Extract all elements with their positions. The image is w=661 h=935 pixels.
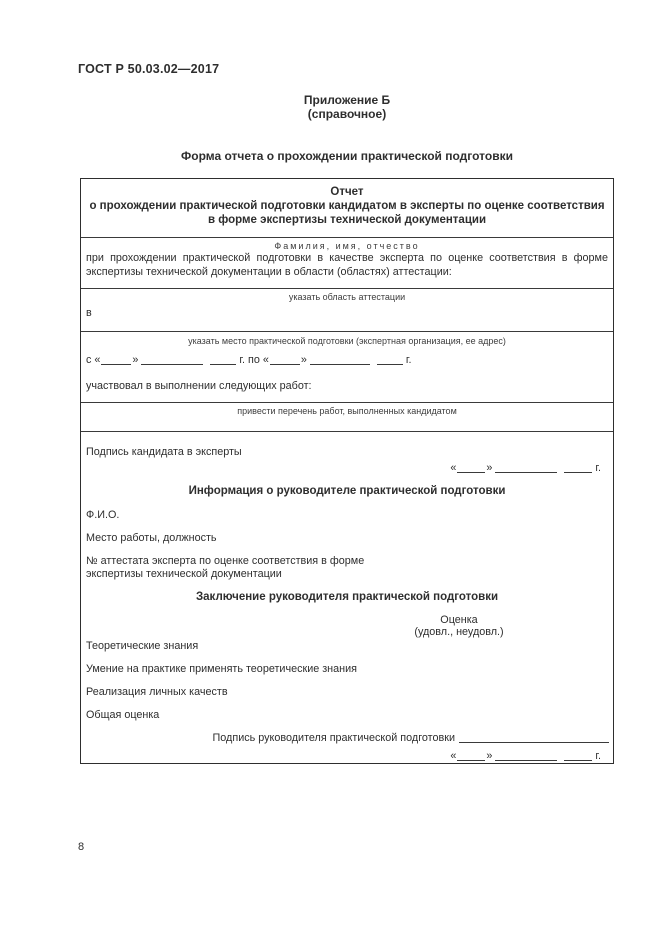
certificate-label: № аттестата эксперта по оценке соответствия в форме экспертизы технической документации: [86, 555, 365, 580]
report-title: [81, 179, 613, 227]
criterion-overall: Общая оценка: [86, 709, 160, 721]
signature-blank: [459, 733, 609, 743]
annex-label: Приложение Б: [303, 93, 391, 107]
page-number: 8: [78, 841, 85, 853]
form-title: Форма отчета о прохождении практической подготовки: [181, 149, 513, 163]
year-blank: [377, 355, 403, 365]
grade-column-header: Оценка (удовл., неудовл.): [414, 614, 504, 638]
criterion-theory: Теоретические знания: [86, 640, 199, 652]
supervisor-signature-label: Подпись руководителя практической подготовки: [212, 732, 455, 744]
month-blank: [495, 751, 557, 761]
place-fill-line: [81, 331, 613, 332]
criterion-practice: Умение на практике применять теоретические знания: [86, 663, 357, 675]
works-fill-line-2: [81, 431, 613, 432]
report-form: [80, 178, 614, 764]
date-range-from: с «: [86, 354, 101, 366]
area-fill-line: [81, 288, 613, 289]
report-title-line3: в форме экспертизы технической документации: [207, 214, 487, 226]
candidate-signature-label: Подпись кандидата в эксперты: [86, 446, 242, 458]
name-fill-line: [81, 237, 613, 238]
fio-label: Ф.И.О.: [86, 509, 120, 521]
year-blank: [564, 463, 592, 473]
year-blank: [210, 355, 236, 365]
supervisor-info-title: Информация о руководителе практической подготовки: [188, 485, 506, 497]
in-label: в: [86, 307, 92, 319]
intro-paragraph: при прохождении практической подготовки в качестве эксперта по оценке соответствия в форме экспертизы технической документации в области (областях) аттестации:: [86, 252, 608, 278]
conclusion-title: Заключение руководителя практической подготовки: [195, 591, 499, 603]
name-hint: Фамилия, имя, отчество: [274, 241, 420, 251]
criterion-personal: Реализация личных качеств: [86, 686, 228, 698]
doc-code: ГОСТ Р 50.03.02—2017: [78, 62, 220, 76]
date-range-line: с « » г. по « » г.: [86, 354, 412, 366]
works-fill-line-1: [81, 402, 613, 403]
day-blank: [101, 355, 131, 365]
month-blank: [310, 355, 370, 365]
day-blank: [457, 463, 485, 473]
month-blank: [141, 355, 203, 365]
candidate-date-line: « » г.: [450, 462, 601, 474]
supervisor-date-line: « » г.: [450, 750, 601, 762]
area-hint: указать область аттестации: [288, 292, 406, 302]
works-label: участвовал в выполнении следующих работ:: [86, 380, 312, 392]
date-range-to: г. по «: [239, 354, 269, 366]
works-hint: привести перечень работ, выполненных кандидатом: [237, 406, 457, 416]
month-blank: [495, 463, 557, 473]
annex-sublabel: (справочное): [307, 107, 387, 121]
place-hint: указать место практической подготовки (экспертная организация, ее адрес): [188, 336, 506, 346]
day-blank: [270, 355, 300, 365]
report-title-line1: Отчет: [330, 186, 364, 198]
annex-heading: [80, 93, 614, 121]
report-title-line2: о прохождении практической подготовки кандидатом в эксперты по оценке соответствия: [89, 200, 605, 212]
day-blank: [457, 751, 485, 761]
year-blank: [564, 751, 592, 761]
supervisor-signature-line: [81, 732, 613, 745]
job-label: Место работы, должность: [86, 532, 217, 544]
